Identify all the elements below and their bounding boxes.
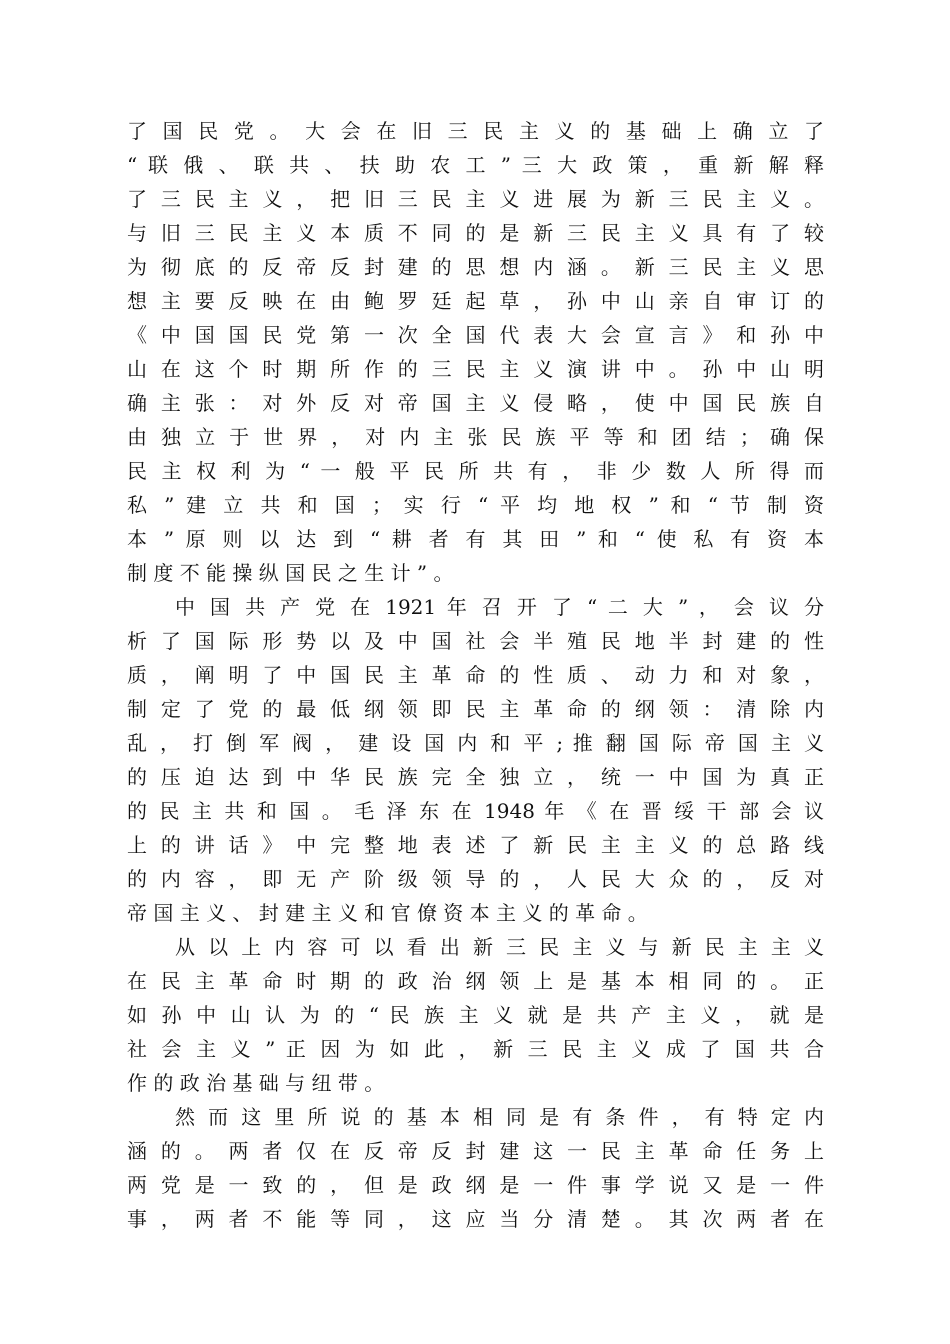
text-line: 事 ， 两 者 不 能 等 同 ， 这 应 当 分 清 楚 。 其 次 两 者 在: [127, 1207, 824, 1231]
text-line: 制 度 不 能 操 纵 国 民 之 生 计 ” 。: [127, 561, 454, 585]
paragraph-p1: [127, 114, 824, 590]
text-line: 然 而 这 里 所 说 的 基 本 相 同 是 有 条 件 ， 有 特 定 内: [175, 1105, 824, 1129]
text-line: 析 了 国 际 形 势 以 及 中 国 社 会 半 殖 民 地 半 封 建 的 性: [127, 629, 824, 653]
text-line: 作 的 政 治 基 础 与 纽 带 。: [127, 1071, 385, 1095]
text-line: 上 的 讲 话 》 中 完 整 地 表 述 了 新 民 主 主 义 的 总 路 线: [127, 833, 824, 857]
text-line: 私 ” 建 立 共 和 国 ； 实 行 “ 平 均 地 权 ” 和 “ 节 制 资: [127, 493, 824, 517]
text-line: 乱 ， 打 倒 军 阀 ， 建 设 国 内 和 平 ; 推 翻 国 际 帝 国 主 义: [127, 731, 824, 755]
paragraph-p4: [127, 1100, 824, 1236]
text-line: 的 民 主 共 和 国 。 毛 泽 东 在 1948 年 《 在 晋 绥 干 部 会 议: [127, 799, 824, 823]
text-line: 如 孙 中 山 认 为 的 “ 民 族 主 义 就 是 共 产 主 义 ， 就 是: [127, 1003, 824, 1027]
text-line: 为 彻 底 的 反 帝 反 封 建 的 思 想 内 涵 。 新 三 民 主 义 思: [127, 255, 824, 279]
text-line: “ 联 俄 、 联 共 、 扶 助 农 工 ” 三 大 政 策 ， 重 新 解 释: [127, 153, 824, 177]
text-line: 想 主 要 反 映 在 由 鲍 罗 廷 起 草 ， 孙 中 山 亲 自 审 订 的: [127, 289, 824, 313]
text-line: 涵 的 。 两 者 仅 在 反 帝 反 封 建 这 一 民 主 革 命 任 务 上: [127, 1139, 824, 1163]
text-line: 与 旧 三 民 主 义 本 质 不 同 的 是 新 三 民 主 义 具 有 了 较: [127, 221, 824, 245]
text-line: 由 独 立 于 世 界 ， 对 内 主 张 民 族 平 等 和 团 结 ； 确 保: [127, 425, 824, 449]
text-line: 制 定 了 党 的 最 低 纲 领 即 民 主 革 命 的 纲 领 ： 清 除 内: [127, 697, 824, 721]
text-line: 从 以 上 内 容 可 以 看 出 新 三 民 主 义 与 新 民 主 主 义: [175, 935, 824, 959]
text-line: 质 ， 阐 明 了 中 国 民 主 革 命 的 性 质 、 动 力 和 对 象 ，: [127, 663, 824, 687]
text-line: 的 内 容 ， 即 无 产 阶 级 领 导 的 ， 人 民 大 众 的 ， 反 对: [127, 867, 824, 891]
paragraph-p3: [127, 930, 824, 1100]
text-line: 的 压 迫 达 到 中 华 民 族 完 全 独 立 ， 统 一 中 国 为 真 正: [127, 765, 824, 789]
text-line: 山 在 这 个 时 期 所 作 的 三 民 主 义 演 讲 中 。 孙 中 山 明: [127, 357, 824, 381]
text-line: 社 会 主 义 ” 正 因 为 如 此 ， 新 三 民 主 义 成 了 国 共 合: [127, 1037, 824, 1061]
text-line: 《 中 国 国 民 党 第 一 次 全 国 代 表 大 会 宣 言 》 和 孙 中: [127, 323, 824, 347]
text-line: 民 主 权 利 为 “ 一 般 平 民 所 共 有 ， 非 少 数 人 所 得 而: [127, 459, 824, 483]
text-line: 确 主 张 ： 对 外 反 对 帝 国 主 义 侵 略 ， 使 中 国 民 族 自: [127, 391, 824, 415]
text-line: 了 国 民 党 。 大 会 在 旧 三 民 主 义 的 基 础 上 确 立 了: [127, 119, 824, 143]
paragraph-p2: [127, 590, 824, 930]
text-line: 了 三 民 主 义 ， 把 旧 三 民 主 义 进 展 为 新 三 民 主 义 。: [127, 187, 824, 211]
body-text: [127, 114, 824, 1236]
text-line: 中 国 共 产 党 在 1921 年 召 开 了 “ 二 大 ” ， 会 议 分: [175, 595, 824, 619]
text-line: 两 党 是 一 致 的 ， 但 是 政 纲 是 一 件 事 学 说 又 是 一 件: [127, 1173, 824, 1197]
text-line: 本 ” 原 则 以 达 到 “ 耕 者 有 其 田 ” 和 “ 使 私 有 资 本: [127, 527, 824, 551]
text-line: 帝 国 主 义 、 封 建 主 义 和 官 僚 资 本 主 义 的 革 命 。: [127, 901, 648, 925]
text-line: 在 民 主 革 命 时 期 的 政 治 纲 领 上 是 基 本 相 同 的 。 正: [127, 969, 824, 993]
